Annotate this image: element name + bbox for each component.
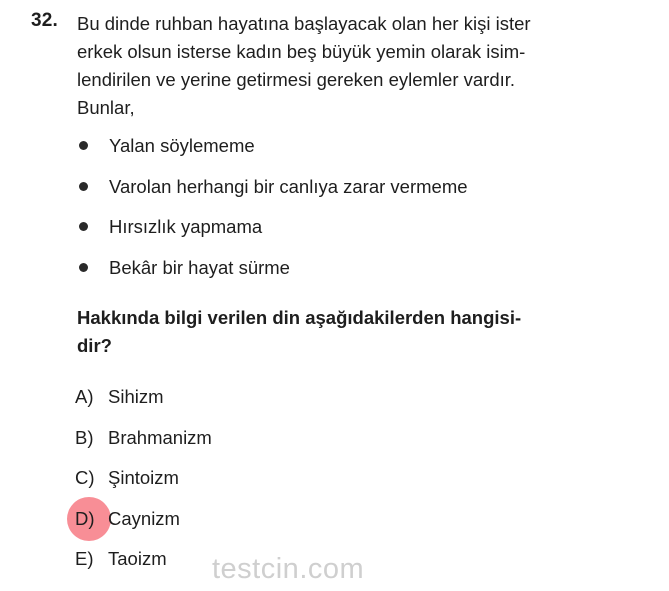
bullet-dot-icon (80, 223, 87, 230)
option-letter: E) (75, 548, 94, 569)
option-letter: C) (75, 467, 95, 488)
bullet-item (77, 173, 597, 214)
bullet-text: Yalan söylememe (109, 135, 255, 156)
question-prompt (77, 304, 577, 360)
bullet-item (77, 132, 597, 173)
bullet-text: Hırsızlık yapmama (109, 216, 263, 237)
bullet-item (77, 213, 597, 254)
option-text: Sihizm (108, 386, 164, 407)
watermark: testcin.com (212, 553, 365, 585)
option-text: Caynizm (108, 507, 180, 529)
option-letter: D) (75, 507, 95, 529)
question-line: dir? (77, 335, 112, 356)
option-text: Taoizm (108, 548, 167, 569)
option-c[interactable] (75, 464, 475, 505)
bullet-dot-icon (80, 142, 87, 149)
option-d[interactable] (75, 505, 475, 546)
bullet-dot-icon (80, 264, 87, 271)
stem-line: erkek olsun isterse kadın beş büyük yemin olarak isim- (77, 41, 526, 62)
question-line: Hakkında bilgi verilen din aşağıdakilerden hangisi- (77, 307, 522, 328)
option-text: Şintoizm (108, 467, 179, 488)
stem-line: Bunlar, (77, 97, 135, 118)
bullet-text: Bekâr bir hayat sürme (109, 256, 290, 278)
question-stem (77, 10, 557, 122)
bullet-dot-icon (80, 183, 87, 190)
question-number: 32. (31, 10, 59, 31)
stem-line: Bu dinde ruhban hayatına başlayacak olan her kişi ister (77, 13, 531, 34)
stem-line: lendirilen ve yerine getirmesi gereken eylemler vardır. (77, 69, 516, 90)
bullet-list (77, 132, 597, 294)
option-letter: B) (75, 426, 94, 448)
option-text: Brahmanizm (108, 426, 212, 448)
option-b[interactable] (75, 424, 475, 465)
bullet-item (77, 254, 597, 295)
option-a[interactable] (75, 383, 475, 424)
bullet-text: Varolan herhangi bir canlıya zarar vermeme (109, 175, 468, 197)
option-letter: A) (75, 386, 94, 407)
